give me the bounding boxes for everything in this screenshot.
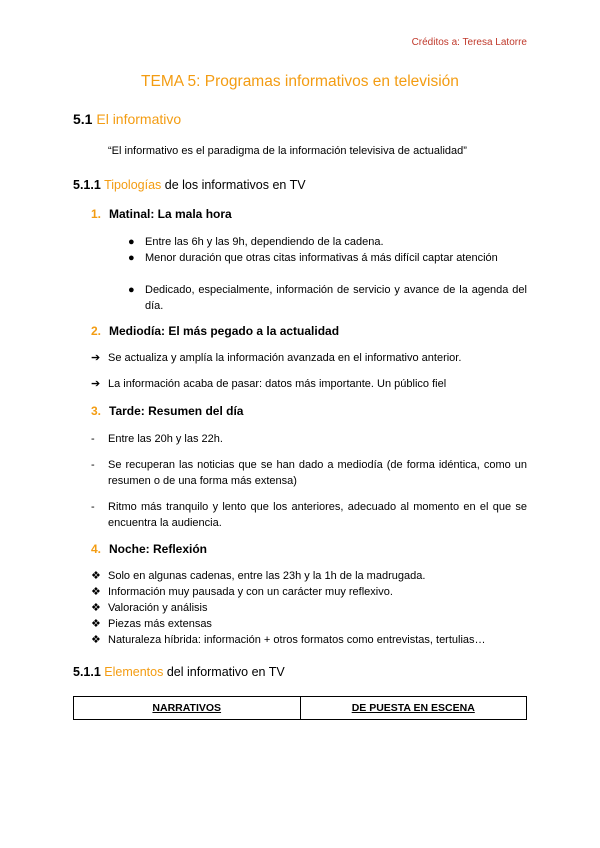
subsection-heading-typologies [73, 178, 306, 192]
subsection-heading-elements [73, 665, 285, 679]
bullet-marker: ● [128, 236, 135, 248]
page-title: TEMA 5: Programas informativos en televisión [141, 73, 459, 90]
type-heading-matinal [91, 207, 232, 221]
subsection-rest: de los informativos en TV [161, 178, 306, 192]
type-title: Matinal: La mala hora [109, 207, 232, 221]
type-heading-noche [91, 542, 207, 556]
diamond-marker: ❖ [91, 570, 101, 582]
list-item-text: Solo en algunas cadenas, entre las 23h y la 1h de la madrugada. [108, 570, 426, 582]
diamond-marker: ❖ [91, 634, 101, 646]
list-item-text: Entre las 20h y las 22h. [108, 433, 223, 445]
type-title: Tarde: Resumen del día [109, 404, 244, 418]
diamond-marker: ❖ [91, 602, 101, 614]
list-item-text: Información muy pausada y con un carácter muy reflexivo. [108, 586, 393, 598]
list-item-text: Menor duración que otras citas informativas á más difícil captar atención [145, 252, 498, 264]
elements-table [73, 696, 527, 720]
list-item [91, 568, 527, 584]
table-row [74, 697, 527, 720]
subsection-number: 5.1.1 [73, 178, 101, 192]
list-item-text: Entre las 6h y las 9h, dependiendo de la cadena. [145, 236, 384, 248]
list-item-text: Naturaleza híbrida: información + otros formatos como entrevistas, tertulias… [108, 634, 486, 646]
section-heading [73, 111, 181, 127]
list-item [91, 376, 527, 392]
type-title: Noche: Reflexión [109, 542, 208, 556]
dash-marker: - [91, 501, 95, 513]
list-item [91, 457, 527, 489]
definition-quote: “El informativo es el paradigma de la información televisiva de actualidad” [108, 145, 467, 157]
diamond-marker: ❖ [91, 618, 101, 630]
header-puesta-en-escena: DE PUESTA EN ESCENA [351, 702, 475, 714]
bullet-marker: ● [128, 252, 135, 264]
table-header-cell [300, 697, 527, 720]
list-item-text: Valoración y análisis [108, 602, 208, 614]
type-number: 3. [91, 404, 102, 418]
credits: Créditos a: Teresa Latorre [411, 37, 527, 48]
list-item [91, 584, 527, 600]
header-narrativos: NARRATIVOS [152, 702, 222, 714]
subsection-highlight: Elementos [104, 665, 164, 679]
type-number: 4. [91, 542, 102, 556]
type-heading-mediodia [91, 324, 339, 338]
list-item-text: Piezas más extensas [108, 618, 212, 630]
subsection-number: 5.1.1 [73, 665, 101, 679]
list-item [91, 616, 527, 632]
list-item-text: Dedicado, especialmente, información de servicio y avance de la agenda del día. [145, 284, 527, 312]
diamond-marker: ❖ [91, 586, 101, 598]
type-number: 1. [91, 207, 102, 221]
list-item [128, 234, 527, 250]
arrow-marker: ➔ [91, 352, 101, 364]
section-title: El informativo [96, 111, 182, 127]
list-item-text: Se recuperan las noticias que se han dado a mediodía (de forma idéntica, como un resumen o de una forma más extensa) [108, 459, 527, 487]
arrow-marker: ➔ [91, 378, 101, 390]
type-heading-tarde [91, 404, 243, 418]
list-item [91, 632, 527, 648]
list-item [91, 499, 527, 531]
bullet-marker: ● [128, 284, 135, 296]
table-header-cell [74, 697, 301, 720]
type-number: 2. [91, 324, 102, 338]
list-item [128, 250, 527, 266]
list-item [91, 600, 527, 616]
list-item-text: La información acaba de pasar: datos más importante. Un público fiel [108, 378, 447, 390]
list-item [128, 282, 527, 314]
list-item-text: Se actualiza y amplía la información avanzada en el informativo anterior. [108, 352, 462, 364]
section-number: 5.1 [73, 111, 93, 127]
type-title: Mediodía: El más pegado a la actualidad [109, 324, 340, 338]
subsection-highlight: Tipologías [104, 178, 162, 192]
list-item-text: Ritmo más tranquilo y lento que los anteriores, adecuado al momento en el que se encuentra la audiencia. [108, 501, 527, 529]
subsection-rest: del informativo en TV [163, 665, 285, 679]
dash-marker: - [91, 459, 95, 471]
dash-marker: - [91, 433, 95, 445]
list-item [91, 431, 527, 447]
list-item [91, 350, 527, 366]
